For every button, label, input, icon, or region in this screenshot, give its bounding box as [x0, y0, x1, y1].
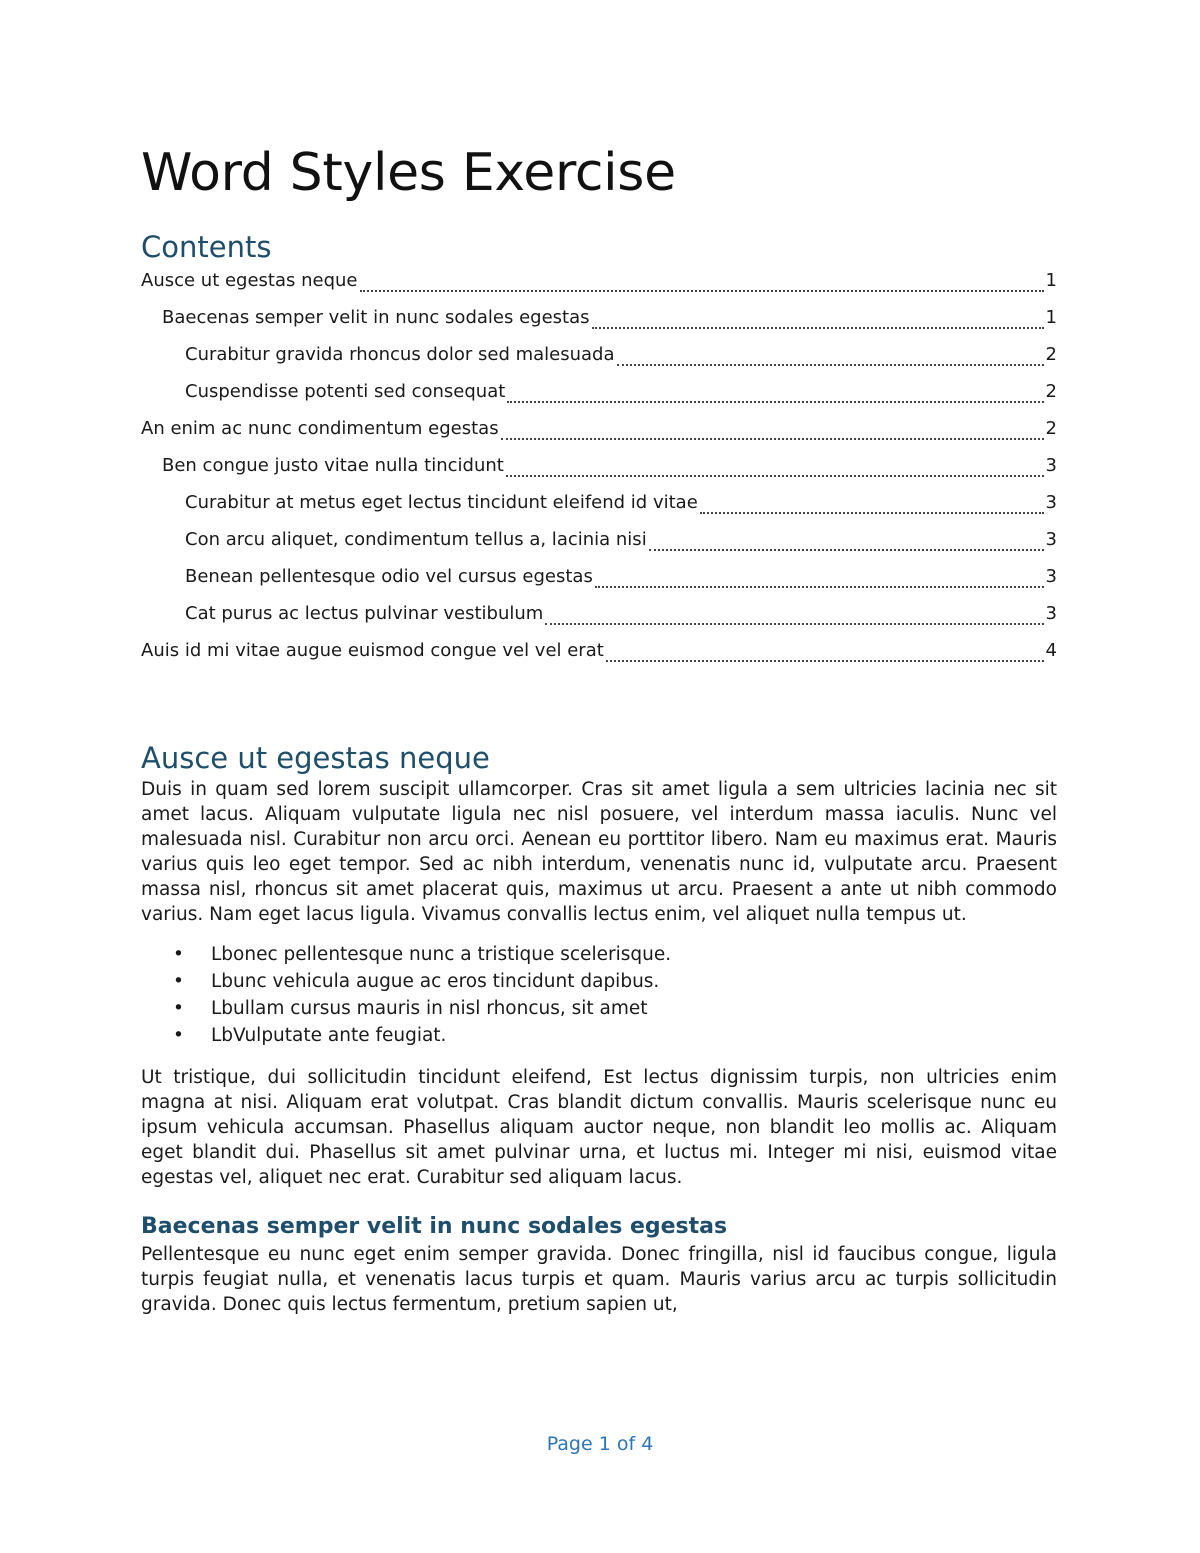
toc-entry-text: Benean pellentesque odio vel cursus egestas	[185, 566, 593, 587]
toc-entry-text: Curabitur gravida rhoncus dolor sed malesuada	[185, 344, 615, 365]
page-content	[141, 140, 1057, 1317]
list-item-text: LbVulputate ante feugiat.	[211, 1025, 447, 1046]
toc-entry-text: Ausce ut egestas neque	[141, 270, 358, 291]
toc-entry[interactable]	[141, 303, 1057, 340]
toc-entry[interactable]	[141, 599, 1057, 636]
toc-entry-page: 3	[1045, 529, 1057, 550]
table-of-contents	[141, 266, 1057, 673]
toc-entry[interactable]	[141, 562, 1057, 599]
toc-entry[interactable]	[141, 340, 1057, 377]
bullet-list	[141, 941, 1057, 1049]
toc-entry-text: Curabitur at metus eget lectus tincidunt eleifend id vitae	[185, 492, 698, 513]
toc-entry[interactable]	[141, 414, 1057, 451]
toc-leader-dots	[592, 327, 1044, 329]
toc-entry-page: 4	[1045, 640, 1057, 661]
toc-leader-dots	[506, 475, 1044, 477]
body-paragraph: Ut tristique, dui sollicitudin tincidunt eleifend, Est lectus dignissim turpis, non ultricies enim magna at nisi. Aliquam erat volutpat. Cras blandit dictum convallis. Mauris scelerisque nunc eu ipsum vehicula accumsan. Phasellus aliquam auctor neque, non blandit leo mollis ac. Aliquam eget blandit dui. Phasellus sit amet pulvinar urna, et luctus mi. Integer mi nisi, euismod vitae egestas vel, aliquet nec erat. Curabitur sed aliquam lacus.	[141, 1067, 1057, 1188]
toc-leader-dots	[501, 438, 1044, 440]
section-heading: Ausce ut egestas neque	[141, 741, 490, 775]
toc-leader-dots	[360, 290, 1044, 292]
toc-entry-page: 2	[1045, 344, 1057, 365]
toc-entry-page: 1	[1045, 270, 1057, 291]
toc-entry-page: 2	[1045, 418, 1057, 439]
list-item	[141, 968, 1057, 995]
toc-heading: Contents	[141, 230, 272, 264]
toc-entry[interactable]	[141, 636, 1057, 673]
bullet-icon: •	[173, 1025, 184, 1046]
list-item	[141, 995, 1057, 1022]
toc-entry-text: Auis id mi vitae augue euismod congue vel vel erat	[141, 640, 604, 661]
toc-entry[interactable]	[141, 488, 1057, 525]
list-item-text: Lbunc vehicula augue ac eros tincidunt dapibus.	[211, 971, 660, 992]
toc-leader-dots	[700, 512, 1044, 514]
list-item-text: Lbullam cursus mauris in nisl rhoncus, sit amet	[211, 998, 648, 1019]
list-item	[141, 1022, 1057, 1049]
toc-entry[interactable]	[141, 525, 1057, 562]
subsection-heading: Baecenas semper velit in nunc sodales egestas	[141, 1214, 728, 1239]
bullet-icon: •	[173, 998, 184, 1019]
document-title: Word Styles Exercise	[141, 143, 676, 203]
toc-entry-text: Cat purus ac lectus pulvinar vestibulum	[185, 603, 544, 624]
toc-entry-text: An enim ac nunc condimentum egestas	[141, 418, 499, 439]
toc-leader-dots	[617, 364, 1044, 366]
toc-leader-dots	[545, 623, 1043, 625]
toc-leader-dots	[595, 586, 1044, 588]
toc-leader-dots	[649, 549, 1044, 551]
bullet-icon: •	[173, 944, 184, 965]
toc-entry-page: 3	[1045, 492, 1057, 513]
toc-leader-dots	[507, 401, 1043, 403]
bullet-icon: •	[173, 971, 184, 992]
toc-entry-text: Baecenas semper velit in nunc sodales egestas	[162, 307, 590, 328]
body-paragraph: Pellentesque eu nunc eget enim semper gravida. Donec fringilla, nisl id faucibus congue, ligula turpis feugiat nulla, et venenatis lacus turpis et quam. Mauris varius arcu ac turpis sollicitudin gravida. Donec quis lectus fermentum, pretium sapien ut,	[141, 1244, 1057, 1315]
toc-entry[interactable]	[141, 266, 1057, 303]
toc-entry-text: Cuspendisse potenti sed consequat	[185, 381, 506, 402]
list-item-text: Lbonec pellentesque nunc a tristique scelerisque.	[211, 944, 672, 965]
toc-leader-dots	[606, 660, 1044, 662]
toc-entry-page: 2	[1045, 381, 1057, 402]
page-footer: Page 1 of 4	[546, 1433, 654, 1455]
toc-entry-text: Con arcu aliquet, condimentum tellus a, lacinia nisi	[185, 529, 647, 550]
toc-entry-page: 3	[1045, 603, 1057, 624]
toc-entry[interactable]	[141, 377, 1057, 414]
toc-entry[interactable]	[141, 451, 1057, 488]
list-item	[141, 941, 1057, 968]
body-paragraph: Duis in quam sed lorem suscipit ullamcorper. Cras sit amet ligula a sem ultricies lacinia nec sit amet lacus. Aliquam vulputate ligula nec nisl posuere, vel interdum massa iaculis. Nunc vel malesuada nisl. Curabitur non arcu orci. Aenean eu porttitor libero. Nam eu maximus erat. Mauris varius quis leo eget tempor. Sed ac nibh interdum, venenatis nunc id, vulputate arcu. Praesent massa nisl, rhoncus sit amet placerat quis, maximus ut arcu. Praesent a ante ut nibh commodo varius. Nam eget lacus ligula. Vivamus convallis lectus enim, vel aliquet nulla tempus ut.	[141, 779, 1057, 925]
toc-entry-page: 3	[1045, 455, 1057, 476]
toc-entry-page: 3	[1045, 566, 1057, 587]
toc-entry-page: 1	[1045, 307, 1057, 328]
toc-entry-text: Ben congue justo vitae nulla tincidunt	[162, 455, 504, 476]
